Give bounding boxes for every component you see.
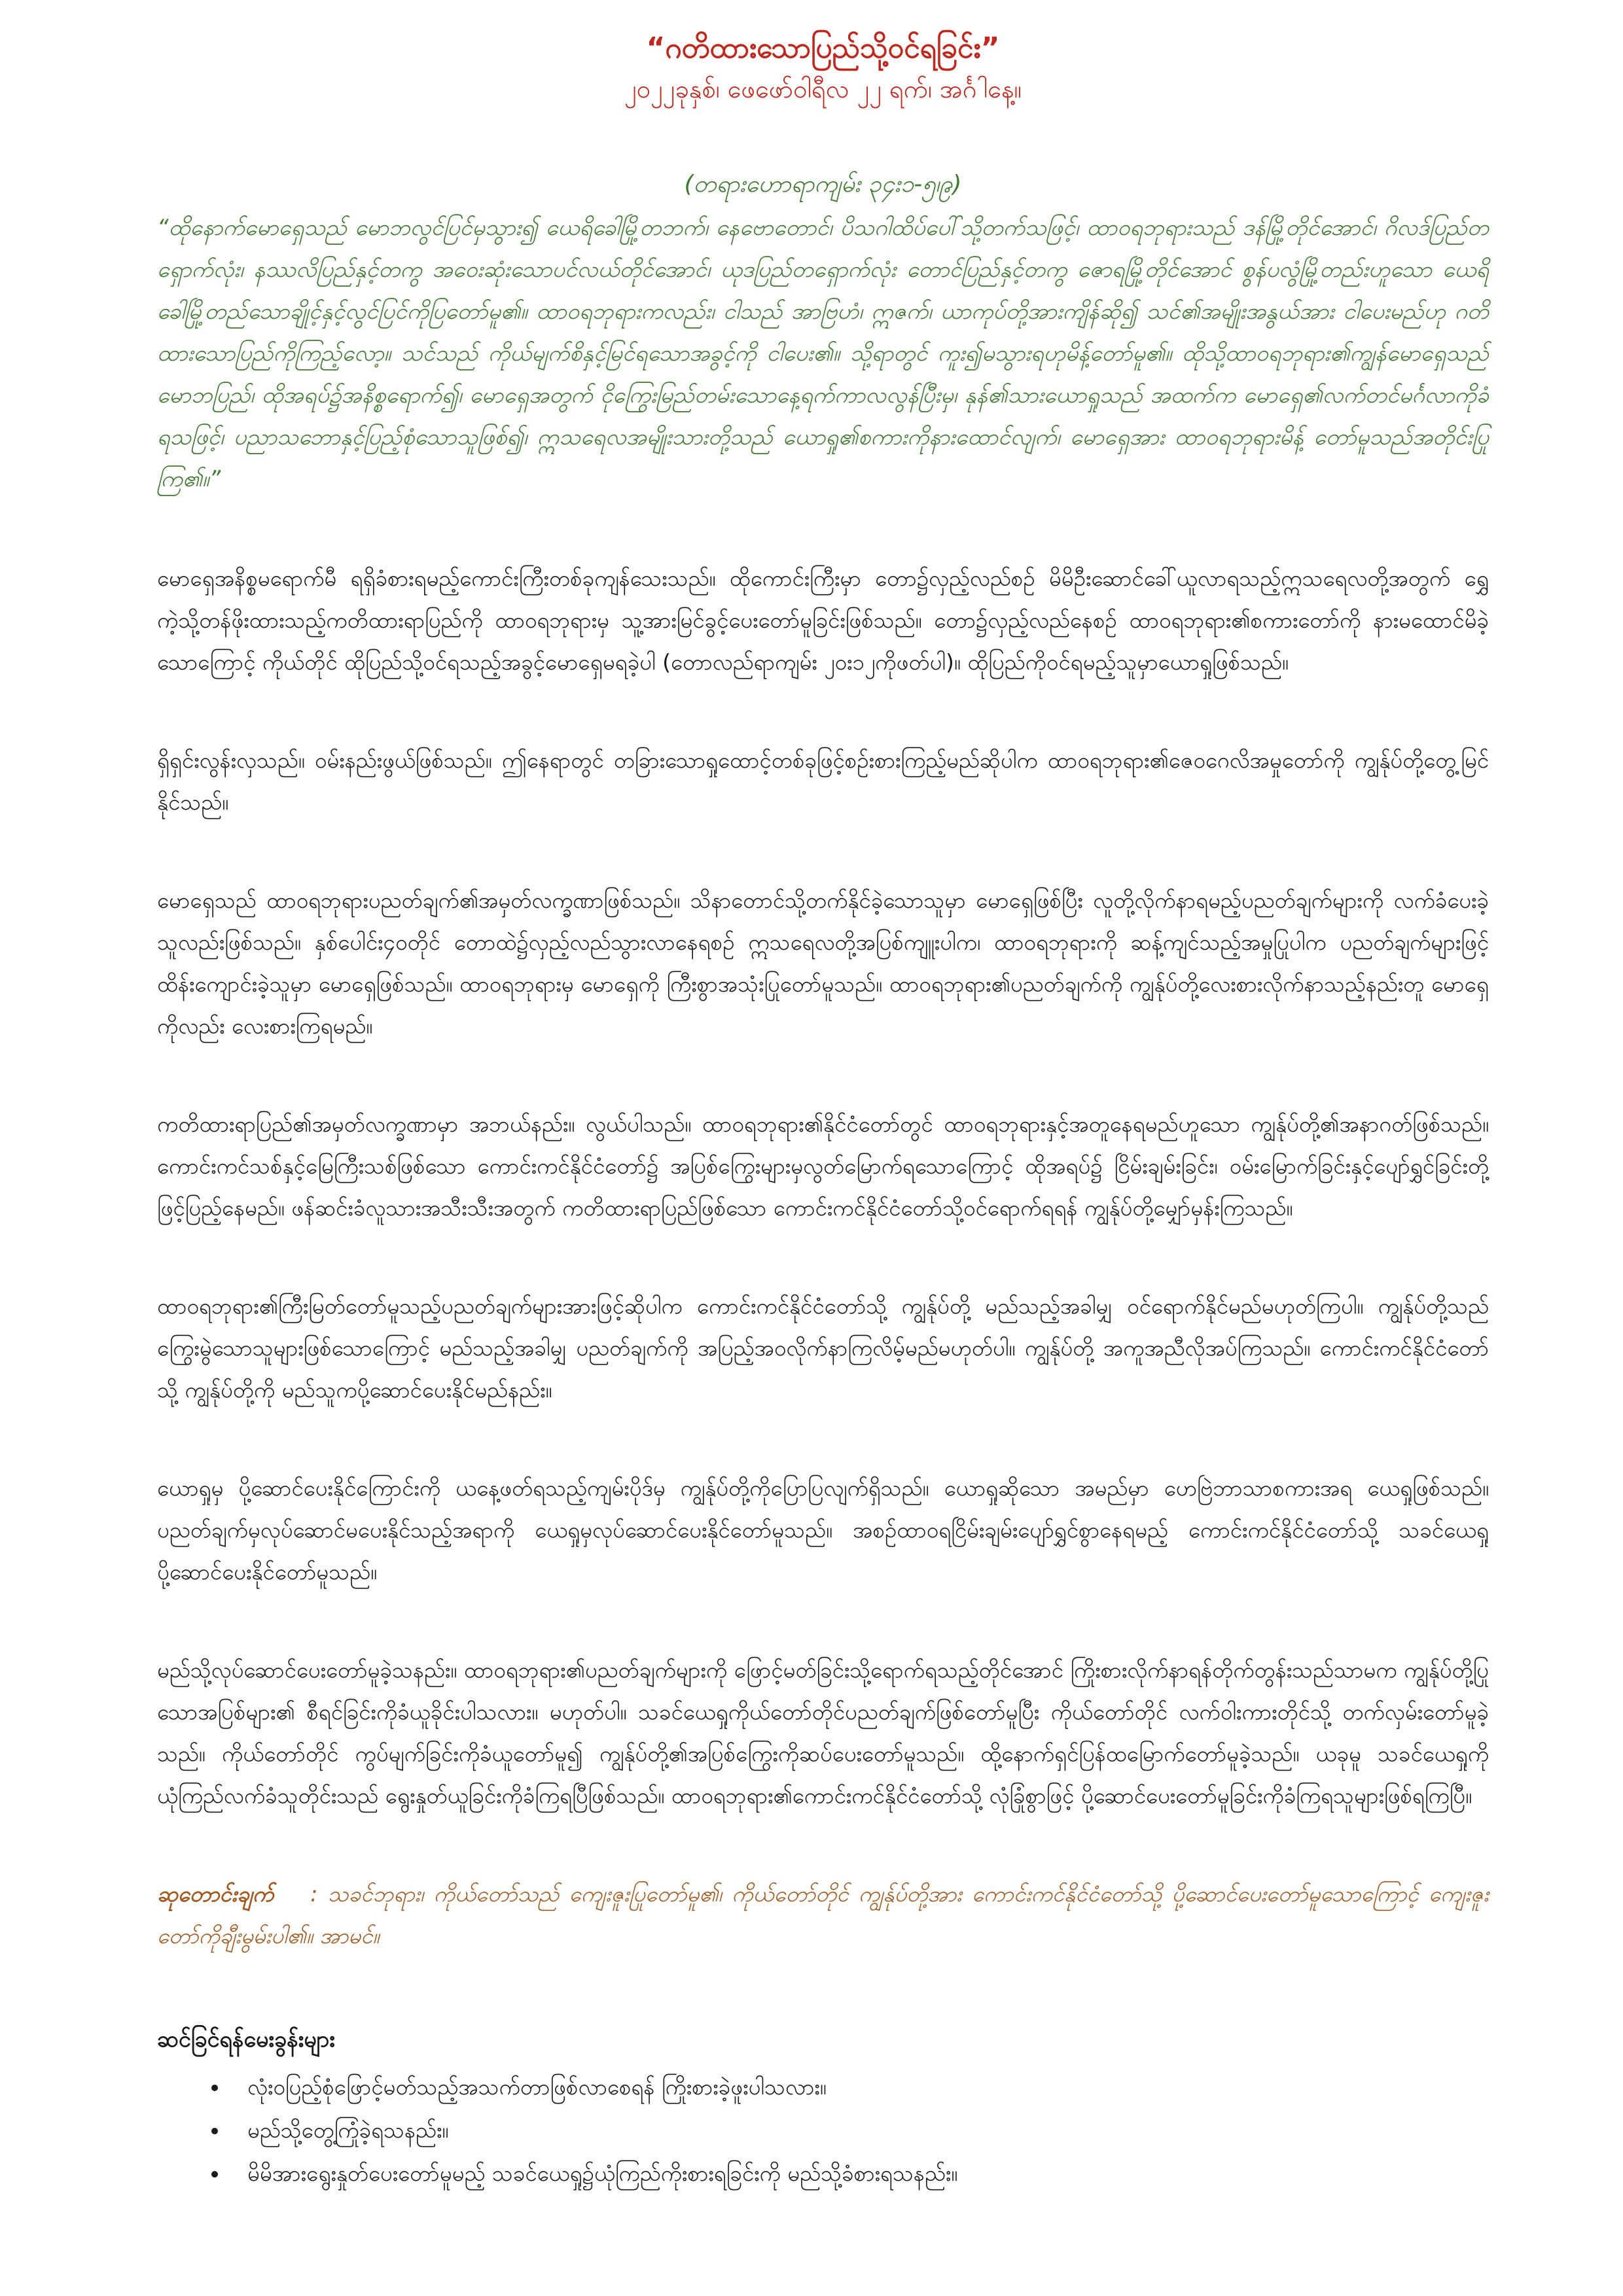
- prayer-label: ဆုတောင်းချက်: [157, 1881, 274, 1907]
- body-paragraph-5: ထာဝရဘုရား၏ကြီးမြတ်တော်မူသည့်ပညတ်ချက်များအားဖြင့်ဆိုပါက ကောင်းကင်နိုင်ငံတော်သို့ ကျွန်ုပ်တို့ မည်သည့်အခါမျှ ဝင်ရောက်နိုင်မည်မဟုတ်ကြပါ။ ကျွန်ုပ်တို့သည် ကြွေးမွဲသောသူများဖြစ်သောကြောင့် မည်သည့်အခါမျှ ပညတ်ချက်ကို အပြည့်အဝလိုက်နာကြလိမ့်မည်မဟုတ်ပါ။ ကျွန်ုပ်တို့ အကူအညီလိုအပ်ကြသည်။ ကောင်းကင်နိုင်ငံတော်သို့ ကျွန်ုပ်တို့ကို မည်သူကပို့ဆောင်ပေးနိုင်မည်နည်း။: [157, 1293, 1489, 1403]
- body-paragraph-1: မောရှေအနိစ္စမရောက်မီ ရရှိခံစားရမည့်ကောင်းကြီးတစ်ခုကျန်သေးသည်။ ထိုကောင်းကြီးမှာ တော၌လှည့်လည်စဉ် မိမိဦးဆောင်ခေါ်ယူလာရသည့်ဣသရေလတို့အတွက် ရွှေကဲ့သို့တန်ဖိုးထားသည့်ကတိထားရာပြည်ကို ထာဝရဘုရားမှ သူ့အားမြင်ခွင့်ပေးတော်မူခြင်းဖြစ်သည်။ တော၌လှည့်လည်နေစဉ် ထာဝရဘုရား၏စကားတော်ကို နားမထောင်မိခဲ့သောကြောင့် ကိုယ်တိုင် ထိုပြည်သို့ဝင်ရသည့်အခွင့်မောရှေမရခဲ့ပါ (တောလည်ရာကျမ်း ၂၀း၁၂ကိုဖတ်ပါ)။ ထိုပြည်ကိုဝင်ရမည့်သူမှာယောရှုဖြစ်သည်။: [157, 565, 1489, 675]
- body-paragraph-2: ရှိရှင်းလွန်းလှသည်။ ဝမ်းနည်းဖွယ်ဖြစ်သည်။ ဤနေရာတွင် တခြားသောရှုထောင့်တစ်ခုဖြင့်စဉ်းစားကြည့်မည်ဆိုပါက ထာဝရဘုရား၏ဇေဝဂေလိအမှုတော်ကို ကျွန်ုပ်တို့တွေ့မြင်နိုင်သည်။: [157, 747, 1489, 815]
- body-paragraph-3: မောရှေသည် ထာဝရဘုရားပညတ်ချက်၏အမှတ်လက္ခဏာဖြစ်သည်။ သိနာတောင်သို့တက်နိုင်ခဲ့သောသူမှာ မောရှေဖြစ်ပြီး လူတို့လိုက်နာရမည့်ပညတ်ချက်များကို လက်ခံပေးခဲ့သူလည်းဖြစ်သည်။ နှစ်ပေါင်း၄၀တိုင် တောထဲ၌လှည့်လည်သွားလာနေရစဉ် ဣသရေလတို့အပြစ်ကျူးပါက၊ ထာဝရဘုရားကို ဆန့်ကျင်သည့်အမှုပြုပါက ပညတ်ချက်များဖြင့် ထိန်းကျောင်းခဲ့သူမှာ မောရှေဖြစ်သည်။ ထာဝရဘုရားမှ မောရှေကို ကြီးစွာအသုံးပြုတော်မူသည်။ ထာဝရဘုရား၏ပညတ်ချက်ကို ကျွန်ုပ်တို့လေးစားလိုက်နာသည့်နည်းတူ မောရှေကိုလည်း လေးစားကြရမည်။: [157, 888, 1489, 1039]
- page-title: “ဂတိထားသောပြည်သို့ဝင်ရခြင်း”: [646, 31, 1000, 65]
- body-paragraph-4: ကတိထားရာပြည်၏အမှတ်လက္ခဏာမှာ အဘယ်နည်း။ လွယ်ပါသည်။ ထာဝရဘုရား၏နိုင်ငံတော်တွင် ထာဝရဘုရားနှင့်အတူနေရမည်ဟူသော ကျွန်ုပ်တို့၏အနာဂတ်ဖြစ်သည်။ ကောင်းကင်သစ်နှင့်မြေကြီးသစ်ဖြစ်သော ကောင်းကင်နိုင်ငံတော်၌ အပြစ်ကြွေးများမှလွတ်မြောက်ရသောကြောင့် ထိုအရပ်၌ ငြိမ်းချမ်းခြင်း၊ ဝမ်းမြောက်ခြင်းနှင့်ပျော်ရွှင်ခြင်းတို့ဖြင့်ပြည့်နေမည်။ ဖန်ဆင်းခံလူသားအသီးသီးအတွက် ကတိထားရာပြည်ဖြစ်သော ကောင်းကင်နိုင်ငံတော်သို့ဝင်ရောက်ရရန် ကျွန်ုပ်တို့မျှော်မှန်းကြသည်။: [157, 1111, 1489, 1221]
- body-paragraph-6: ယောရှုမှ ပို့ဆောင်ပေးနိုင်ကြောင်းကို ယနေ့ဖတ်ရသည့်ကျမ်းပိုဒ်မှ ကျွန်ုပ်တို့ကိုပြောပြလျက်ရှိသည်။ ယောရှုဆိုသော အမည်မှာ ဟေဗြဲဘာသာစကားအရ ယေရှုဖြစ်သည်။ ပညတ်ချက်မှလုပ်ဆောင်မပေးနိုင်သည့်အရာကို ယေရှုမှလုပ်ဆောင်ပေးနိုင်တော်မူသည်။ အစဉ်ထာဝရငြိမ်းချမ်းပျော်ရွှင်စွာနေရမည့် ကောင်းကင်နိုင်ငံတော်သို့ သခင်ယေရှု ပို့ဆောင်ပေးနိုင်တော်မူသည်။: [157, 1475, 1489, 1585]
- question-item: • မိမိအားရွေးနှုတ်ပေးတော်မူမည့် သခင်ယေရှု၌ယုံကြည်ကိုးစားရခြင်းကို မည်သို့ခံစားရသနည်း။: [229, 2152, 1489, 2195]
- page-date: ၂၀၂၂ခုနှစ်၊ ဖေဖော်ဝါရီလ ၂၂ ရက်၊ အင်္ဂါနေ့။: [624, 75, 1022, 103]
- prayer: [157, 1873, 1489, 1957]
- questions-title: ဆင်ခြင်ရန်မေးခွန်းများ: [157, 2026, 335, 2053]
- body-paragraph-7: မည်သို့လုပ်ဆောင်ပေးတော်မူခဲ့သနည်း။ ထာဝရဘုရား၏ပညတ်ချက်များကို ဖြောင့်မတ်ခြင်းသို့ရောက်ရသည့်တိုင်အောင် ကြိုးစားလိုက်နာရန်တိုက်တွန်းသည်သာမက ကျွန်ုပ်တို့ပြုသောအပြစ်များ၏ စီရင်ခြင်းကိုခံယူခိုင်းပါသလား။ မဟုတ်ပါ။ သခင်ယေရှုကိုယ်တော်တိုင်ပညတ်ချက်ဖြစ်တော်မူပြီး ကိုယ်တော်တိုင် လက်ဝါးကားတိုင်သို့ တက်လှမ်းတော်မူခဲ့သည်။ ကိုယ်တော်တိုင် ကွပ်မျက်ခြင်းကိုခံယူတော်မူ၍ ကျွန်ုပ်တို့၏အပြစ်ကြွေးကိုဆပ်ပေးတော်မူသည်။ ထို့နောက်ရှင်ပြန်ထမြောက်တော်မူခဲ့သည်။ ယခုမူ သခင်ယေရှုကိုယုံကြည်လက်ခံသူတိုင်းသည် ရွေးနှုတ်ယူခြင်းကိုခံကြရပြီဖြစ်သည်။ ထာဝရဘုရား၏ကောင်းကင်နိုင်ငံတော်သို့ လုံခြုံစွာဖြင့် ပို့ဆောင်ပေးတော်မူခြင်းကိုခံကြရသူများဖြစ်ရကြပြီ။: [157, 1657, 1489, 1808]
- scripture-text: “ထိုနောက်မောရှေသည် မောဘလွင်ပြင်မှသွား၍ ယေရိခေါမြို့တဘက်၊ နေဗောတောင်၊ ပိသဂါထိပ်ပေါ်သို့တက်သဖြင့်၊ ထာဝရဘုရားသည် ဒန်မြို့တိုင်အောင်၊ ဂိလဒ်ပြည်တရှောက်လုံး၊ နဿလိပြည်နှင့်တကွ အဝေးဆုံးသောပင်လယ်တိုင်အောင်၊ ယုဒပြည်တရှောက်လုံး တောင်ပြည်နှင့်တကွ ဇောရမြို့တိုင်အောင် စွန်ပလွံမြို့တည်းဟူသော ယေရိခေါမြို့တည်သောချိုင့်နှင့်လွင်ပြင်ကိုပြတော်မူ၏။ ထာဝရဘုရားကလည်း၊ ငါသည် အာဗြဟံ၊ ဣဇက်၊ ယာကုပ်တို့အားကျိန်ဆို၍ သင်၏အမျိုးအနွယ်အား ငါပေးမည်ဟု ဂတိထားသောပြည်ကိုကြည့်လော့။ သင်သည် ကိုယ်မျက်စိနှင့်မြင်ရသောအခွင့်ကို ငါပေး၏။ သို့ရာတွင် ကူး၍မသွားရဟုမိန့်တော်မူ၏။ ထိုသို့ထာဝရဘုရား၏ကျွန်မောရှေသည် မောဘပြည်၊ ထိုအရပ်၌အနိစ္စရောက်၍၊ မောရှေအတွက် ငိုကြွေးမြည်တမ်းသောနေ့ရက်ကာလလွန်ပြီးမှ၊ နုန်၏သားယောရှုသည် အထက်က မောရှေ၏လက်တင်မင်္ဂလာကိုခံရသဖြင့်၊ ပညာသဘောနှင့်ပြည့်စုံသောသူဖြစ်၍၊ ဣသရေလအမျိုးသားတို့သည် ယောရှု၏စကားကိုနားထောင်လျက်၊ မောရှေအား ထာဝရဘုရားမိန့် တော်မူသည်အတိုင်းပြုကြ၏။”: [157, 215, 1489, 492]
- scripture-reference: (တရားဟောရာကျမ်း ၃၄း၁-၅၊၉): [684, 171, 962, 198]
- prayer-text: : သခင်ဘုရား၊ ကိုယ်တော်သည် ကျေးဇူးပြုတော်မူ၏၊ ကိုယ်တော်တိုင် ကျွန်ုပ်တို့အား ကောင်းကင်နိုင်ငံတော်သို့ ပို့ဆောင်ပေးတော်မူသောကြောင့် ကျေးဇူးတော်ကိုချီးမွမ်းပါ၏။ အာမင်။: [157, 1881, 1489, 1948]
- questions-list: [157, 2066, 1489, 2195]
- question-item: • လုံးဝပြည့်စုံဖြောင့်မတ်သည့်အသက်တာဖြစ်လာစေရန် ကြိုးစားခဲ့ဖူးပါသလား။: [229, 2066, 1489, 2109]
- question-item: • မည်သို့တွေ့ကြုံခဲ့ရသနည်း။: [229, 2109, 1489, 2152]
